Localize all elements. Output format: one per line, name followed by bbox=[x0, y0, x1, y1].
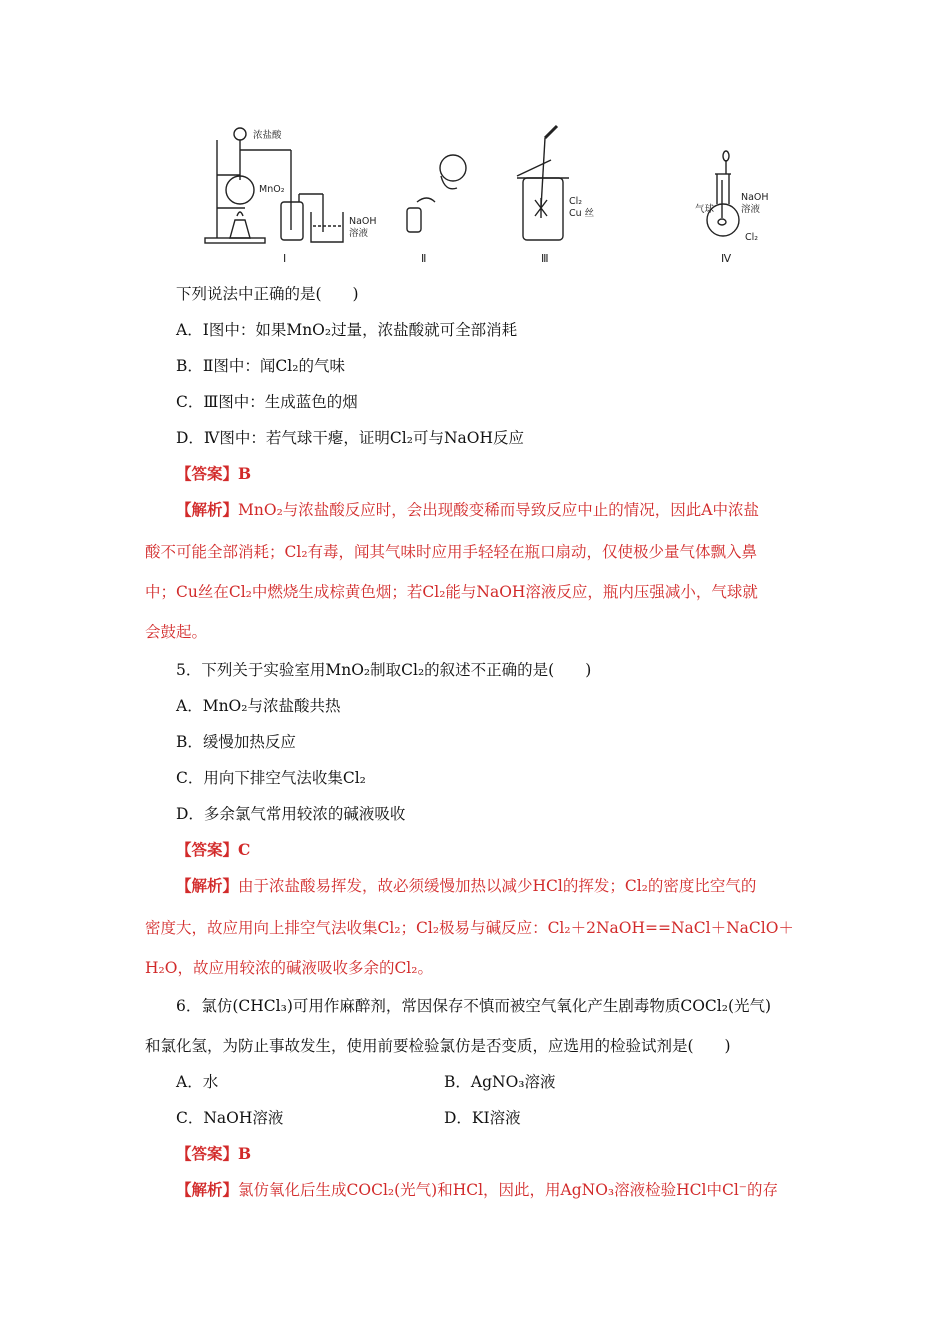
q6-option-a: A．水 bbox=[176, 1073, 219, 1091]
answer-tag: 【答案】 bbox=[176, 464, 239, 483]
q4-option-a: A．Ⅰ图中：如果MnO₂过量，浓盐酸就可全部消耗 bbox=[176, 321, 518, 339]
q5-analysis-line-2: 密度大，故应用向上排空气法收集Cl₂；Cl₂极易与碱反应：Cl₂＋2NaOH==NaCl＋NaClO＋ bbox=[145, 919, 794, 937]
q6-option-b: B．AgNO₃溶液 bbox=[444, 1073, 556, 1091]
answer-value: B bbox=[238, 464, 252, 483]
q4-analysis-line-4: 会鼓起。 bbox=[145, 623, 208, 641]
q6-analysis-line-1 bbox=[176, 1180, 778, 1200]
round-flask bbox=[226, 176, 254, 204]
q6-stem-line-2: 和氯化氢，为防止事故发生，使用前要检验氯仿是否变质，应选用的检验试剂是( ) bbox=[145, 1037, 731, 1055]
answer-value: B bbox=[238, 1144, 252, 1163]
hand-fan bbox=[417, 198, 435, 202]
face-head bbox=[440, 155, 466, 181]
q5-option-b: B．缓慢加热反应 bbox=[176, 733, 296, 751]
numeral-iv: Ⅳ bbox=[721, 252, 732, 265]
q6-stem-line-1: 6．氯仿(CHCl₃)可用作麻醉剂，常因保存不慎而被空气氧化产生剧毒物质COCl₂(光气) bbox=[176, 997, 772, 1015]
label-conc-hcl: 浓盐酸 bbox=[253, 130, 282, 141]
q6-answer bbox=[176, 1144, 251, 1164]
q4-option-c: C．Ⅲ图中：生成蓝色的烟 bbox=[176, 393, 358, 411]
q4-option-b: B．Ⅱ图中：闻Cl₂的气味 bbox=[176, 357, 345, 375]
analysis-tag: 【解析】 bbox=[176, 1180, 239, 1199]
q4-stem: 下列说法中正确的是( ) bbox=[176, 285, 359, 303]
q5-option-d: D．多余氯气常用较浓的碱液吸收 bbox=[176, 805, 406, 823]
apparatus-figure bbox=[195, 120, 775, 268]
label-cu-wire: Cu 丝 bbox=[569, 208, 595, 219]
label-cl2-jar: Cl₂ bbox=[569, 196, 583, 207]
analysis-text: MnO₂与浓盐酸反应时，会出现酸变稀而导致反应中止的情况，因此A中浓盐 bbox=[238, 501, 759, 519]
numeral-ii: Ⅱ bbox=[421, 252, 427, 265]
label-mno2: MnO₂ bbox=[259, 184, 285, 195]
q4-analysis-line-3: 中；Cu丝在Cl₂中燃烧生成棕黄色烟；若Cl₂能与NaOH溶液反应，瓶内压强减小，气球就 bbox=[145, 583, 758, 601]
burner bbox=[230, 220, 250, 238]
label-naoh-1: NaOH bbox=[349, 216, 377, 227]
q6-option-c: C．NaOH溶液 bbox=[176, 1109, 284, 1127]
wash-bottle bbox=[281, 202, 303, 240]
q5-option-c: C．用向下排空气法收集Cl₂ bbox=[176, 769, 366, 787]
q5-analysis-line-3: H₂O，故应用较浓的碱液吸收多余的Cl₂。 bbox=[145, 959, 433, 977]
label-naoh-2: 溶液 bbox=[349, 228, 369, 239]
analysis-tag: 【解析】 bbox=[176, 876, 239, 895]
funnel-bulb bbox=[234, 128, 246, 140]
q4-option-d: D．Ⅳ图中：若气球干瘪，证明Cl₂可与NaOH反应 bbox=[176, 429, 524, 447]
q6-option-d: D．KI溶液 bbox=[444, 1109, 521, 1127]
stand-base bbox=[205, 238, 265, 243]
numeral-i: Ⅰ bbox=[283, 252, 287, 265]
q5-answer bbox=[176, 840, 250, 860]
q4-analysis-line-1 bbox=[176, 500, 759, 520]
dropper-bulb bbox=[723, 151, 729, 161]
q5-stem: 5．下列关于实验室用MnO₂制取Cl₂的叙述不正确的是( ) bbox=[176, 661, 592, 679]
gas-jar-iii bbox=[523, 178, 563, 240]
label-balloon: 气球 bbox=[695, 204, 715, 215]
q5-analysis-line-1 bbox=[176, 876, 756, 896]
gas-jar-ii bbox=[407, 208, 421, 232]
label-cl2-flask: Cl₂ bbox=[745, 232, 759, 243]
q4-answer bbox=[176, 464, 251, 484]
answer-tag: 【答案】 bbox=[176, 840, 239, 859]
label-naoh-iv-2: 溶液 bbox=[741, 204, 761, 215]
beaker bbox=[311, 212, 343, 242]
analysis-text: 氯仿氧化后生成COCl₂(光气)和HCl，因此，用AgNO₃溶液检验HCl中Cl⁻的存 bbox=[238, 1181, 778, 1199]
balloon-iv bbox=[718, 219, 726, 225]
analysis-tag: 【解析】 bbox=[176, 500, 239, 519]
q5-option-a: A．MnO₂与浓盐酸共热 bbox=[176, 697, 341, 715]
label-naoh-iv-1: NaOH bbox=[741, 192, 769, 203]
analysis-text: 由于浓盐酸易挥发，故必须缓慢加热以减少HCl的挥发；Cl₂的密度比空气的 bbox=[238, 877, 757, 895]
q4-analysis-line-2: 酸不可能全部消耗；Cl₂有毒，闻其气味时应用手轻轻在瓶口扇动，仅使极少量气体飘入鼻 bbox=[145, 543, 758, 561]
numeral-iii: Ⅲ bbox=[541, 252, 549, 265]
answer-tag: 【答案】 bbox=[176, 1144, 239, 1163]
answer-value: C bbox=[238, 840, 251, 859]
apparatus-drawing bbox=[195, 120, 775, 268]
crucible-tongs bbox=[545, 126, 557, 138]
